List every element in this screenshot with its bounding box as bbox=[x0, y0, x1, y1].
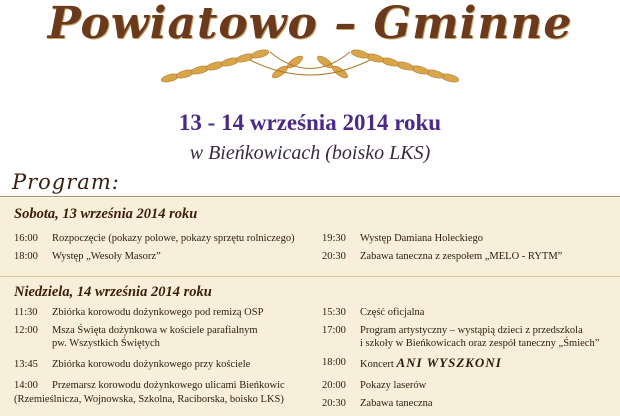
event-desc: Rozpoczęcie (pokazy polowe, pokazy sprzętu rolniczego) bbox=[52, 233, 295, 244]
event-desc: Zabawa taneczna z zespołem „MELO - RYTM” bbox=[360, 251, 563, 262]
event-time: 20:30 bbox=[322, 251, 346, 262]
event-time: 11:30 bbox=[14, 307, 38, 318]
list-item bbox=[14, 306, 263, 319]
list-item bbox=[14, 232, 295, 245]
list-item bbox=[322, 397, 433, 410]
event-desc: Występ „Wesoły Masorz” bbox=[52, 251, 161, 262]
event-time: 14:00 bbox=[14, 380, 38, 391]
event-time: 18:00 bbox=[14, 251, 38, 262]
saturday-heading: Sobota, 13 września 2014 roku bbox=[14, 206, 198, 222]
event-time: 20:30 bbox=[322, 398, 346, 409]
list-item-continuation bbox=[14, 393, 284, 406]
event-desc: Zabawa taneczna bbox=[360, 398, 433, 409]
event-desc: Msza Święta dożynkowa w kościele parafialnym bbox=[52, 325, 258, 336]
list-item bbox=[322, 232, 483, 245]
event-desc: Program artystyczny – wystąpią dzieci z przedszkola bbox=[360, 325, 583, 336]
event-desc: Koncert bbox=[360, 359, 394, 370]
event-time: 19:30 bbox=[322, 233, 346, 244]
event-desc: Zbiórka korowodu dożynkowego przy kościele bbox=[52, 359, 251, 370]
list-item bbox=[14, 324, 258, 350]
event-desc: Przemarsz korowodu dożynkowego ulicami Bieńkowic bbox=[52, 380, 285, 391]
divider bbox=[0, 196, 620, 197]
event-place: w Bieńkowicach (boisko LKS) bbox=[189, 142, 431, 164]
event-desc-line2: i szkoły w Bieńkowicach oraz zespół taneczny „Śmiech” bbox=[360, 338, 600, 349]
list-item bbox=[14, 379, 285, 392]
event-desc: Występ Damiana Holeckiego bbox=[360, 233, 483, 244]
program-heading: Program: bbox=[12, 170, 120, 194]
list-item bbox=[322, 379, 426, 392]
list-item bbox=[322, 250, 562, 263]
event-time: 16:00 bbox=[14, 233, 38, 244]
list-item bbox=[322, 324, 599, 350]
concert-performer: ANI WYSZKONI bbox=[396, 355, 502, 370]
event-desc-line2: pw. Wszystkich Świętych bbox=[52, 338, 160, 349]
list-item bbox=[322, 356, 502, 371]
event-time: 12:00 bbox=[14, 325, 38, 336]
divider bbox=[0, 276, 620, 277]
event-desc: Pokazy laserów bbox=[360, 380, 427, 391]
list-item bbox=[14, 250, 161, 263]
sunday-heading: Niedziela, 14 września 2014 roku bbox=[14, 284, 212, 300]
list-item bbox=[14, 358, 250, 371]
event-desc-line2: (Rzemieślnicza, Wojnowska, Szkolna, Raciborska, boisko LKS) bbox=[14, 394, 284, 405]
event-time: 18:00 bbox=[322, 357, 346, 368]
event-time: 13:45 bbox=[14, 359, 38, 370]
event-desc: Część oficjalna bbox=[360, 307, 425, 318]
event-date: 13 - 14 września 2014 roku bbox=[178, 110, 442, 135]
page-title: Powiatowo – Gminne bbox=[47, 0, 573, 49]
event-time: 20:00 bbox=[322, 380, 346, 391]
list-item bbox=[322, 306, 424, 319]
event-time: 17:00 bbox=[322, 325, 346, 336]
event-desc: Zbiórka korowodu dożynkowego pod remizą OSP bbox=[52, 307, 264, 318]
event-time: 15:30 bbox=[322, 307, 346, 318]
